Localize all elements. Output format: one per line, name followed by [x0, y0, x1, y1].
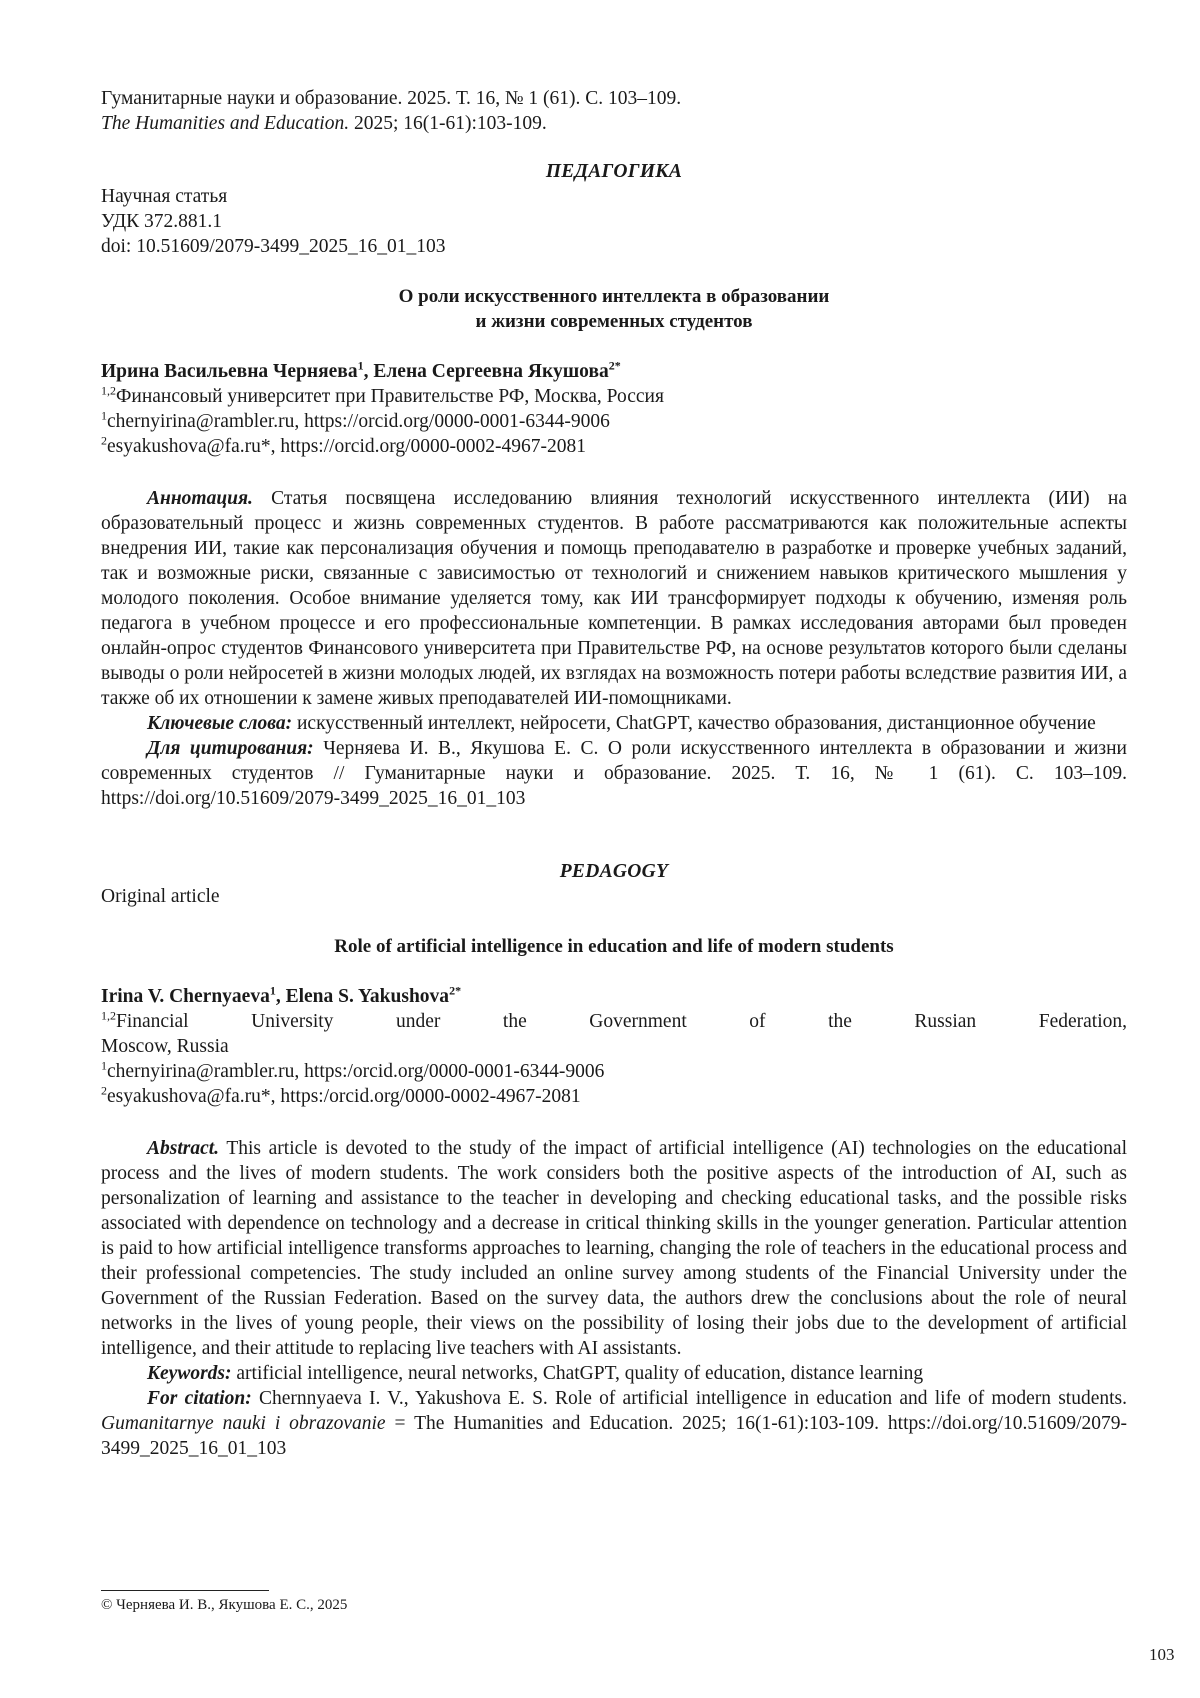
keywords-label-en: Keywords: [147, 1363, 232, 1384]
article-type-en: Original article [101, 886, 220, 907]
abstract-text-ru: Статья посвящена исследованию влияния технологий искусственного интеллекта (ИИ) на образовательный процесс и жизнь современных студентов. В работе рассматриваются как положительные аспекты внедрения ИИ, такие как персонализация обучения и помощь преподавателю в разработке и проверке учебных заданий, так и возможные риски, связанные с зависимостью от технологий и снижением навыков критического мышления у молодого поколения. Особое внимание уделяется тому, как ИИ трансформирует подходы к обучению, изменяя роль педагога в учебном процессе и его профессиональные компетенции. В рамках исследования авторами был проведен онлайн-опрос студентов Финансового университета при Правительстве РФ, на основе результатов которого были сделаны выводы о роли нейросетей в жизни молодых людей, их взглядах на возможность потери работы вследствие развития ИИ, а также об их отношении к замене живых преподавателей ИИ-помощниками. [101, 488, 1127, 709]
affiliation-text: Финансовый университет при Правительстве РФ, Москва, Россия [116, 386, 664, 407]
citation-en [101, 1386, 1127, 1461]
author-separator-en: , [275, 986, 286, 1007]
article-type-ru: Научная статья [101, 186, 228, 207]
affiliation-ru [101, 384, 1127, 409]
authors-ru [101, 359, 1127, 384]
copyright-footnote: © Черняева И. В., Якушова Е. С., 2025 [101, 1597, 348, 1613]
affiliation-word: University [251, 1011, 334, 1032]
email-1: chernyirina@rambler.ru, https://orcid.org/0000-0001-6344-9006 [107, 411, 610, 432]
author-2-contacts-ru [101, 434, 1127, 459]
author-1-contacts-en [101, 1059, 1127, 1084]
footnote-divider [101, 1590, 269, 1591]
author-separator: , [363, 361, 374, 382]
author-1-en: Irina V. Chernyaeva [101, 986, 270, 1007]
citation-label-ru: Для цитирования: [147, 738, 314, 759]
journal-citation-ru: Гуманитарные науки и образование. 2025. Т. 16, № 1 (61). С. 103–109. [101, 88, 682, 109]
affiliation-word: under [395, 1011, 441, 1032]
author-1-sup-en: 1 [269, 983, 276, 998]
abstract-ru [101, 486, 1127, 711]
author-2-sup: 2* [608, 358, 621, 373]
affiliation-word: the [828, 1011, 852, 1032]
affiliation-word: Government [589, 1011, 687, 1032]
author-2-contacts-en [101, 1084, 1127, 1109]
author-1: Ирина Васильевна Черняева [101, 361, 358, 382]
email-2: esyakushova@fa.ru*, https://orcid.org/0000-0002-4967-2081 [107, 436, 587, 457]
journal-name-en: The Humanities and Education. [101, 113, 350, 134]
affiliation-en-line-2: Moscow, Russia [101, 1036, 229, 1057]
author-2-en: Elena S. Yakushova [285, 986, 450, 1007]
citation-text-ru: Черняева И. В., Якушова Е. С. О роли искусственного интеллекта в образовании и жизни современных студентов // Гуманитарные науки и образование. 2025. Т. 16, № 1 (61). С. 103–109. https://doi.org/10.51609/2079-3499_2025_16_01_103 [101, 738, 1127, 809]
affiliation-word: of [749, 1011, 766, 1032]
affiliation-word: the [502, 1011, 527, 1032]
doi: doi: 10.51609/2079-3499_2025_16_01_103 [101, 236, 446, 257]
author-1-contacts-ru [101, 409, 1127, 434]
article-title-en: Role of artificial intelligence in education and life of modern students [334, 936, 894, 957]
email-1-sup: 1 [101, 408, 107, 423]
keywords-text-en: artificial intelligence, neural networks, ChatGPT, quality of education, distance learning [231, 1363, 924, 1384]
email-1-sup-en: 1 [101, 1058, 107, 1073]
abstract-label-ru: Аннотация. [147, 488, 253, 509]
authors-en [101, 984, 1127, 1009]
keywords-ru [101, 711, 1127, 736]
citation-text-en-1: Chernnyaeva I. V., Yakushova E. S. Role of artificial intelligence in education and life of modern students. [251, 1388, 1127, 1409]
citation-ru [101, 736, 1127, 811]
email-2-en: esyakushova@fa.ru*, https:/orcid.org/0000-0002-4967-2081 [107, 1086, 581, 1107]
article-title-ru [101, 284, 1127, 334]
affiliation-word: $^{1,2}$Financial [101, 1008, 189, 1032]
citation-text-en-2: = The Humanities and Education. 2025; 16(1-61):103-109. https://doi.org/10.51609/2079-3499_2025_16_01_103 [101, 1413, 1127, 1459]
page-number: 103 [1149, 1645, 1175, 1664]
section-heading-ru: ПЕДАГОГИКА [545, 161, 683, 182]
keywords-label-ru: Ключевые слова: [147, 713, 293, 734]
citation-label-en: For citation: [147, 1388, 252, 1409]
affiliation-en-line-1 [101, 1009, 1127, 1034]
email-2-sup: 2 [101, 433, 107, 448]
email-2-sup-en: 2 [101, 1083, 107, 1098]
article-page [101, 86, 1127, 1461]
title-line-1: О роли искусственного интеллекта в образовании [398, 286, 830, 307]
keywords-en [101, 1361, 1127, 1386]
journal-issue-en: 2025; 16(1-61):103-109. [349, 113, 547, 134]
section-heading-en: PEDAGOGY [559, 861, 669, 882]
author-2: Елена Сергеевна Якушова [373, 361, 609, 382]
journal-citation-en [101, 111, 1127, 136]
abstract-en [101, 1136, 1127, 1361]
title-line-2: и жизни современных студентов [475, 311, 753, 332]
affiliation-word: Russian [914, 1011, 977, 1032]
author-2-sup-en: 2* [449, 983, 462, 998]
keywords-text-ru: искусственный интеллект, нейросети, ChatGPT, качество образования, дистанционное обучение [292, 713, 1096, 734]
abstract-text-en: This article is devoted to the study of the impact of artificial intelligence (AI) technologies on the educational process and the lives of modern students. The work considers both the positive aspects of the introduction of AI, such as personalization of learning and assistance to the teacher in developing and checking educational tasks, and the possible risks associated with dependence on technology and a decrease in critical thinking skills in the younger generation. Particular attention is paid to how artificial intelligence transforms approaches to learning, changing the role of teachers in the educational process and their professional competencies. The study included an online survey among students of the Financial University under the Government of the Russian Federation. Based on the survey data, the authors drew the conclusions about the role of neural networks in the lives of young people, their views on the possibility of losing their jobs due to the development of artificial intelligence, and their attitude to replacing live teachers with AI assistants. [101, 1138, 1127, 1359]
author-1-sup: 1 [357, 358, 364, 373]
affiliation-word: Federation, [1038, 1011, 1127, 1032]
citation-journal-translit: Gumanitarnye nauki i obrazovanie [101, 1413, 386, 1434]
affiliation-sup-en: 1,2 [101, 1008, 116, 1023]
affiliation-sup: 1,2 [101, 383, 116, 398]
udk: УДК 372.881.1 [101, 211, 223, 232]
email-1-en: chernyirina@rambler.ru, https:/orcid.org/0000-0001-6344-9006 [107, 1061, 605, 1082]
abstract-label-en: Abstract. [147, 1138, 220, 1159]
